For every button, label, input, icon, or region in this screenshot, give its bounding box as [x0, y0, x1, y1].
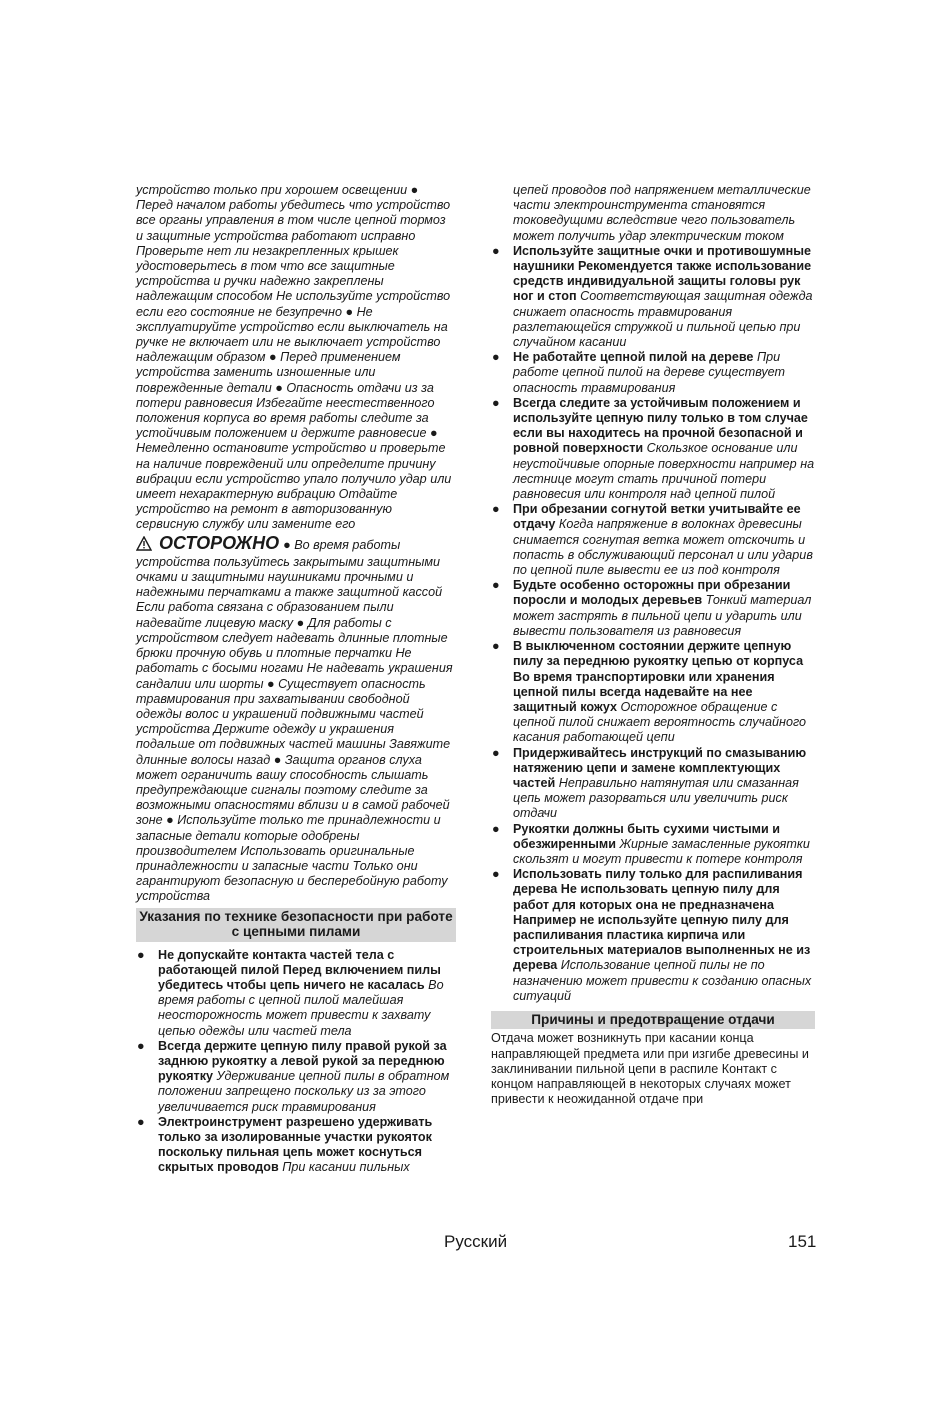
bullet-icon: ● — [492, 745, 500, 760]
bullet-icon: ● — [492, 867, 500, 882]
item-bold-text: Электроинструмент разрешено удерживать только за изолированные участки рукояток поскольку пильная цепь может коснуться скрытых проводов — [158, 1114, 433, 1175]
item-bold-text: Придерживайтесь инструкций по смазыванию натяжению цепи и замене комплектующих частей — [513, 745, 807, 790]
warning-text: ● Во время работы устройства пользуйтесь закрытыми защитными очками и защитными наушниками прочными и надежными перчатками а также защитной кассой Если работа связана с образованием пыли надевайте лицевую маску ● Для работы с устройством следует надевать длинные плотные брюки прочную обувь и плотные перчатки Не работать с босыми ногами Не надевать украшения сандалии или шорты ● Существует опасность травмирования при захватывании свободной одежды волос и украшений подвижными частей устройства Держите одежду и украшения подальше от подвижных частей машины Завяжите длинные волосы назад ● Защита органов слуха может ограничить вашу способность слышать предупреждающие сигналы поэтому следите за возможными опасностями вблизи и в самой рабочей зоне ● Используйте только те принадлежности и запасные детали которые одобрены производителем Использовать оригинальные принадлежности и запасные части Только они гарантируют безопасную и бесперебойную работу устройства — [136, 537, 453, 904]
item-italic-text: Тонкий материал может застрять в пильной цепи и ударить или вывести пользователя из равновесия — [513, 593, 812, 638]
item-italic-text: Использование цепной пилы не по назначению может привести к созданию опасных ситуаций — [513, 958, 812, 1003]
section-title-kickback: Причины и предотвращение отдачи — [491, 1011, 815, 1030]
item-bold-text: Не работайте цепной пилой на дереве — [513, 350, 754, 365]
list-item — [136, 1115, 456, 1176]
left-column — [136, 183, 456, 1176]
item-italic-text: Жирные замасленные рукоятки скользят и могут привести к потере контроля — [513, 836, 810, 866]
bullet-icon: ● — [492, 350, 500, 365]
item-italic-text: Во время работы с цепной пилой малейшая неосторожность может привести к захвату цепью одежды или частей тела — [158, 977, 444, 1038]
bullet-icon: ● — [492, 821, 500, 836]
warning-triangle-icon — [136, 536, 152, 555]
bullet-icon: ● — [492, 578, 500, 593]
item-italic-text: При касании пильных — [282, 1160, 410, 1175]
paragraph-continued: цепей проводов под напряжением металлические части электроинструмента становятся токоведущими вследствие чего пользователь может получить удар электрическим током — [513, 183, 811, 243]
bullet-icon: ● — [492, 502, 500, 517]
item-bold-text: В выключенном состоянии держите цепную пилу за переднюю рукоятку цепью от корпуса Во время транспортировки или хранения цепной пилы всегда надевайте на нее защитный кожух — [513, 639, 804, 714]
bullet-icon: ● — [492, 395, 500, 410]
list-item — [491, 244, 815, 350]
list-item — [491, 502, 815, 578]
list-item — [491, 746, 815, 822]
bullet-icon: ● — [137, 1114, 145, 1129]
item-bold-text: При обрезании согнутой ветки учитывайте ее отдачу — [513, 502, 801, 532]
bullet-icon: ● — [492, 243, 500, 258]
item-bold-text: Будьте особенно осторожны при обрезании поросли и молодых деревьев — [513, 578, 791, 608]
item-bold-text: Всегда держите цепную пилу правой рукой за заднюю рукоятку а левой рукой за переднюю рукоятку — [158, 1038, 447, 1084]
bullet-icon: ● — [492, 639, 500, 654]
item-italic-text: Осторожное обращение с цепной пилой снижает вероятность случайного касания работающей цепи — [513, 699, 807, 745]
bullet-icon: ● — [137, 1038, 145, 1053]
list-item — [136, 948, 456, 1039]
list-item — [136, 1039, 456, 1115]
paragraph-general-safety: устройство только при хорошем освещении ● Перед началом работы убедитесь что устройство все органы управления в том числе цепной тормоз и защитные устройства работают исправно Проверьте нет ли незакрепленных крышек удостоверьтесь в том что все защитные устройства и ручки надежно закреплены надлежащим способом Не используйте устройство если его состояние не безупречно ● Не эксплуатируйте устройство если выключатель на ручке не включает или не выключает устройство надлежащим образом ● Перед применением устройства заменить изношенные или поврежденные детали ● Опасность отдачи из за потери равновесия Избегайте неестественного положения корпуса во время работы следите за устойчивым положением и держите равновесие ● Немедленно остановите устройство и проверьте на наличие повреждений или определите причину вибрации если устройство упало получило удар или имеет нехарактерную вибрацию Отдайте устройство на ремонт в авторизованную сервисную службу или замените его — [136, 183, 452, 532]
item-bold-text: Всегда следите за устойчивым положением и используйте цепную пилу только в том случае если вы находитесь на прочной безопасной и ровной поверхности — [513, 395, 808, 456]
item-bold-text: Не допускайте контакта частей тела с работающей пилой Перед включением пилы убедитесь чтобы цепь ничего не касалась — [158, 947, 441, 992]
section-title-chainsaw-safety: Указания по технике безопасности при работе с цепными пилами — [136, 908, 456, 942]
item-bold-text: Использовать пилу только для распиливания дерева Не использовать цепную пилу для работ для которых она не предназначена Например не используйте цепную пилу для распиливания пластика кирпича или строительных материалов выполненных не из дерева — [513, 867, 811, 973]
right-list — [491, 244, 815, 1004]
paragraph-kickback: Отдача может возникнуть при касании конца направляющей предмета или при изгибе древесины и заклинивании пильной цепи в распиле Контакт с концом направляющей в некоторых случаях может привести к неожиданной отдаче при — [491, 1031, 809, 1107]
item-italic-text: Скользкое основание или неустойчивые опорные поверхности например на лестнице могут стать причиной потери равновесия или контроля над цепной пилой — [513, 441, 815, 502]
list-item — [491, 350, 815, 396]
list-item — [491, 396, 815, 502]
paragraph-warning — [136, 532, 456, 905]
list-item — [491, 867, 815, 1004]
list-item — [491, 822, 815, 868]
footer-language: Русский — [444, 1232, 508, 1251]
warning-label: ОСТОРОЖНО — [159, 532, 280, 553]
page-number: 151 — [788, 1232, 817, 1251]
list-item — [491, 578, 815, 639]
item-bold-text: Рукоятки должны быть сухими чистыми и обезжиренными — [513, 821, 780, 851]
right-column — [491, 183, 815, 1107]
bullet-icon: ● — [137, 947, 145, 962]
item-italic-text: Соответствующая защитная одежда снижает опасность травмирования разлетающейся стружкой и пильной цепью при случайном касании — [513, 289, 813, 350]
item-italic-text: При работе цепной пилой на дереве существует опасность травмирования — [513, 350, 786, 395]
left-list — [136, 948, 456, 1176]
item-italic-text: Неправильно натянутая или смазанная цепь может разорваться или увеличить риск отдачи — [513, 775, 799, 821]
item-italic-text: Удерживание цепной пилы в обратном положении запрещено поскольку из за этого увеличивается риск травмирования — [158, 1069, 450, 1114]
item-bold-text: Используйте защитные очки и противошумные наушники Рекомендуется также использование средств индивидуальной защиты головы рук ног и стоп — [513, 243, 812, 304]
item-italic-text: Когда напряжение в волокнах древесины снимается согнутая ветка может отскочить и попасть в обслуживающий персонал и или ударив по цепной пиле вывести ее из под контроля — [513, 517, 813, 578]
list-item — [491, 639, 815, 745]
